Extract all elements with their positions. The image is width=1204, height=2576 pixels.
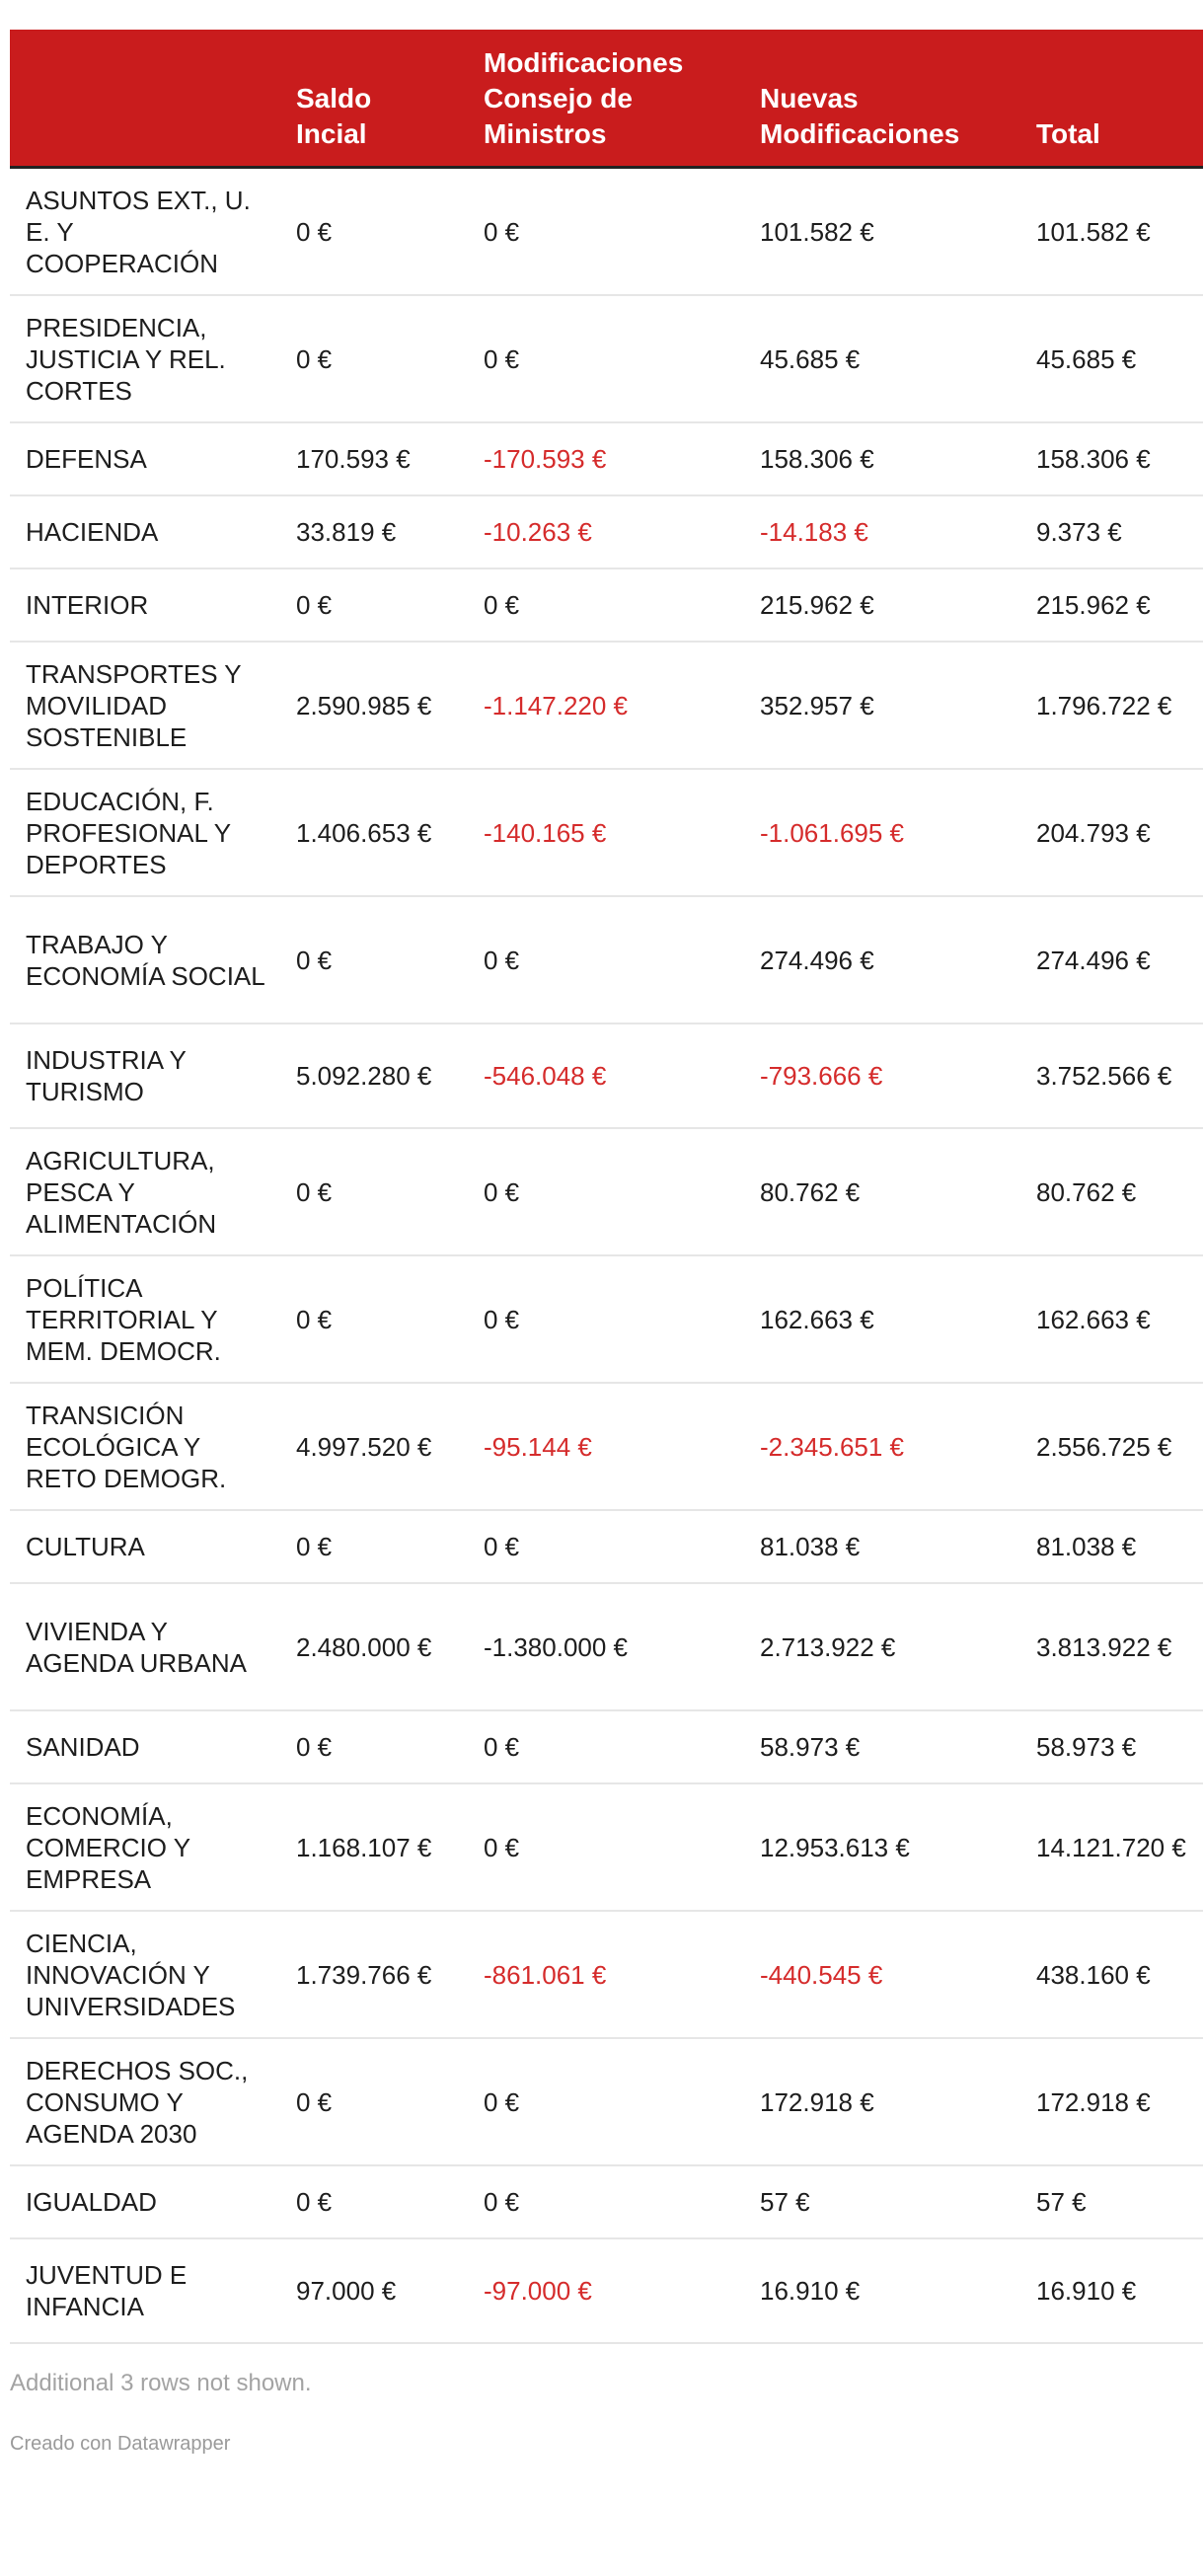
cell-nuevas-modificaciones: 101.582 € (744, 168, 1020, 296)
cell-total: 9.373 € (1020, 495, 1203, 568)
cell-nuevas-modificaciones: 45.685 € (744, 295, 1020, 422)
cell-saldo-inicial: 1.168.107 € (280, 1783, 468, 1911)
table-row (10, 295, 1203, 422)
cell-modificaciones-consejo: 0 € (468, 168, 744, 296)
table-row (10, 2238, 1203, 2343)
table-row (10, 642, 1203, 769)
table-row (10, 1510, 1203, 1583)
header-saldo-inicial[interactable] (280, 30, 468, 168)
cell-nuevas-modificaciones: 57 € (744, 2165, 1020, 2238)
cell-modificaciones-consejo: 0 € (468, 1783, 744, 1911)
header-modificaciones-consejo[interactable] (468, 30, 744, 168)
budget-table (10, 30, 1203, 2344)
table-row (10, 1783, 1203, 1911)
cell-nuevas-modificaciones: 12.953.613 € (744, 1783, 1020, 1911)
cell-modificaciones-consejo: 0 € (468, 568, 744, 642)
cell-saldo-inicial: 0 € (280, 1510, 468, 1583)
cell-saldo-inicial: 170.593 € (280, 422, 468, 495)
cell-modificaciones-consejo: -140.165 € (468, 769, 744, 896)
cell-ministry: ECONOMÍA, COMERCIO Y EMPRESA (10, 1783, 280, 1911)
cell-ministry: AGRICULTURA, PESCA Y ALIMENTACIÓN (10, 1128, 280, 1255)
cell-modificaciones-consejo: -10.263 € (468, 495, 744, 568)
cell-nuevas-modificaciones: -2.345.651 € (744, 1383, 1020, 1510)
cell-modificaciones-consejo: 0 € (468, 896, 744, 1023)
cell-modificaciones-consejo: 0 € (468, 1128, 744, 1255)
cell-modificaciones-consejo: -170.593 € (468, 422, 744, 495)
cell-saldo-inicial: 97.000 € (280, 2238, 468, 2343)
cell-modificaciones-consejo: 0 € (468, 2038, 744, 2165)
cell-ministry: POLÍTICA TERRITORIAL Y MEM. DEMOCR. (10, 1255, 280, 1383)
cell-ministry: DERECHOS SOC., CONSUMO Y AGENDA 2030 (10, 2038, 280, 2165)
cell-total: 3.813.922 € (1020, 1583, 1203, 1710)
table-row (10, 1128, 1203, 1255)
cell-nuevas-modificaciones: 158.306 € (744, 422, 1020, 495)
cell-total: 274.496 € (1020, 896, 1203, 1023)
cell-modificaciones-consejo: -546.048 € (468, 1023, 744, 1128)
header-total[interactable]: Total (1020, 30, 1203, 168)
datawrapper-credit[interactable]: Creado con Datawrapper (10, 2433, 231, 2455)
table-row (10, 568, 1203, 642)
rows-not-shown-note: Additional 3 rows not shown. (10, 2370, 312, 2396)
table-row (10, 2038, 1203, 2165)
cell-ministry: CULTURA (10, 1510, 280, 1583)
cell-modificaciones-consejo: -97.000 € (468, 2238, 744, 2343)
cell-total: 215.962 € (1020, 568, 1203, 642)
cell-total: 16.910 € (1020, 2238, 1203, 2343)
table-header-row (10, 30, 1203, 168)
cell-nuevas-modificaciones: 2.713.922 € (744, 1583, 1020, 1710)
table-row (10, 1710, 1203, 1783)
header-ministry[interactable] (10, 30, 280, 168)
cell-ministry: INTERIOR (10, 568, 280, 642)
table-body (10, 168, 1203, 2344)
cell-modificaciones-consejo: 0 € (468, 1510, 744, 1583)
cell-ministry: DEFENSA (10, 422, 280, 495)
cell-ministry: IGUALDAD (10, 2165, 280, 2238)
cell-nuevas-modificaciones: -440.545 € (744, 1911, 1020, 2038)
cell-saldo-inicial: 1.739.766 € (280, 1911, 468, 2038)
table-row (10, 2165, 1203, 2238)
cell-saldo-inicial: 0 € (280, 896, 468, 1023)
header-saldo-inicial-label: Saldo Incial (296, 83, 372, 149)
cell-total: 172.918 € (1020, 2038, 1203, 2165)
cell-saldo-inicial: 0 € (280, 2038, 468, 2165)
table-row (10, 1023, 1203, 1128)
cell-modificaciones-consejo: -1.147.220 € (468, 642, 744, 769)
cell-nuevas-modificaciones: 80.762 € (744, 1128, 1020, 1255)
cell-nuevas-modificaciones: 215.962 € (744, 568, 1020, 642)
cell-total: 57 € (1020, 2165, 1203, 2238)
cell-total: 3.752.566 € (1020, 1023, 1203, 1128)
cell-total: 58.973 € (1020, 1710, 1203, 1783)
datawrapper-table-container (10, 0, 1203, 2456)
cell-ministry: VIVIENDA Y AGENDA URBANA (10, 1583, 280, 1710)
table-row (10, 495, 1203, 568)
cell-ministry: SANIDAD (10, 1710, 280, 1783)
cell-nuevas-modificaciones: -793.666 € (744, 1023, 1020, 1128)
cell-saldo-inicial: 2.590.985 € (280, 642, 468, 769)
cell-saldo-inicial: 0 € (280, 2165, 468, 2238)
table-row (10, 1583, 1203, 1710)
cell-saldo-inicial: 33.819 € (280, 495, 468, 568)
table-row (10, 422, 1203, 495)
cell-nuevas-modificaciones: 352.957 € (744, 642, 1020, 769)
cell-total: 101.582 € (1020, 168, 1203, 296)
cell-saldo-inicial: 0 € (280, 568, 468, 642)
cell-total: 158.306 € (1020, 422, 1203, 495)
cell-ministry: HACIENDA (10, 495, 280, 568)
cell-total: 80.762 € (1020, 1128, 1203, 1255)
cell-saldo-inicial: 1.406.653 € (280, 769, 468, 896)
cell-saldo-inicial: 4.997.520 € (280, 1383, 468, 1510)
cell-ministry: CIENCIA, INNOVACIÓN Y UNIVERSIDADES (10, 1911, 280, 2038)
header-modificaciones-consejo-label: Modificaciones Consejo de Ministros (484, 47, 684, 149)
cell-nuevas-modificaciones: 58.973 € (744, 1710, 1020, 1783)
cell-total: 1.796.722 € (1020, 642, 1203, 769)
cell-modificaciones-consejo: -861.061 € (468, 1911, 744, 2038)
table-row (10, 1255, 1203, 1383)
cell-total: 162.663 € (1020, 1255, 1203, 1383)
cell-nuevas-modificaciones: 16.910 € (744, 2238, 1020, 2343)
cell-saldo-inicial: 0 € (280, 168, 468, 296)
cell-saldo-inicial: 2.480.000 € (280, 1583, 468, 1710)
cell-ministry: ASUNTOS EXT., U. E. Y COOPERACIÓN (10, 168, 280, 296)
header-nuevas-modificaciones-label: Nuevas Modificaciones (760, 83, 960, 149)
cell-total: 81.038 € (1020, 1510, 1203, 1583)
cell-saldo-inicial: 0 € (280, 295, 468, 422)
cell-nuevas-modificaciones: -1.061.695 € (744, 769, 1020, 896)
cell-total: 204.793 € (1020, 769, 1203, 896)
cell-modificaciones-consejo: -1.380.000 € (468, 1583, 744, 1710)
cell-modificaciones-consejo: 0 € (468, 295, 744, 422)
cell-ministry: PRESIDENCIA, JUSTICIA Y REL. CORTES (10, 295, 280, 422)
cell-total: 14.121.720 € (1020, 1783, 1203, 1911)
table-row (10, 1383, 1203, 1510)
cell-ministry: JUVENTUD E INFANCIA (10, 2238, 280, 2343)
cell-ministry: TRANSICIÓN ECOLÓGICA Y RETO DEMOGR. (10, 1383, 280, 1510)
cell-total: 2.556.725 € (1020, 1383, 1203, 1510)
cell-ministry: TRANSPORTES Y MOVILIDAD SOSTENIBLE (10, 642, 280, 769)
table-row (10, 769, 1203, 896)
cell-ministry: INDUSTRIA Y TURISMO (10, 1023, 280, 1128)
cell-nuevas-modificaciones: 81.038 € (744, 1510, 1020, 1583)
cell-saldo-inicial: 0 € (280, 1128, 468, 1255)
cell-saldo-inicial: 0 € (280, 1255, 468, 1383)
cell-nuevas-modificaciones: 162.663 € (744, 1255, 1020, 1383)
cell-modificaciones-consejo: 0 € (468, 1710, 744, 1783)
table-row (10, 1911, 1203, 2038)
cell-modificaciones-consejo: 0 € (468, 1255, 744, 1383)
cell-saldo-inicial: 5.092.280 € (280, 1023, 468, 1128)
cell-nuevas-modificaciones: 172.918 € (744, 2038, 1020, 2165)
cell-nuevas-modificaciones: -14.183 € (744, 495, 1020, 568)
table-row (10, 896, 1203, 1023)
table-row (10, 168, 1203, 296)
cell-saldo-inicial: 0 € (280, 1710, 468, 1783)
cell-nuevas-modificaciones: 274.496 € (744, 896, 1020, 1023)
cell-modificaciones-consejo: -95.144 € (468, 1383, 744, 1510)
cell-ministry: EDUCACIÓN, F. PROFESIONAL Y DEPORTES (10, 769, 280, 896)
cell-total: 45.685 € (1020, 295, 1203, 422)
cell-ministry: TRABAJO Y ECONOMÍA SOCIAL (10, 896, 280, 1023)
cell-total: 438.160 € (1020, 1911, 1203, 2038)
header-nuevas-modificaciones[interactable] (744, 30, 1020, 168)
cell-modificaciones-consejo: 0 € (468, 2165, 744, 2238)
